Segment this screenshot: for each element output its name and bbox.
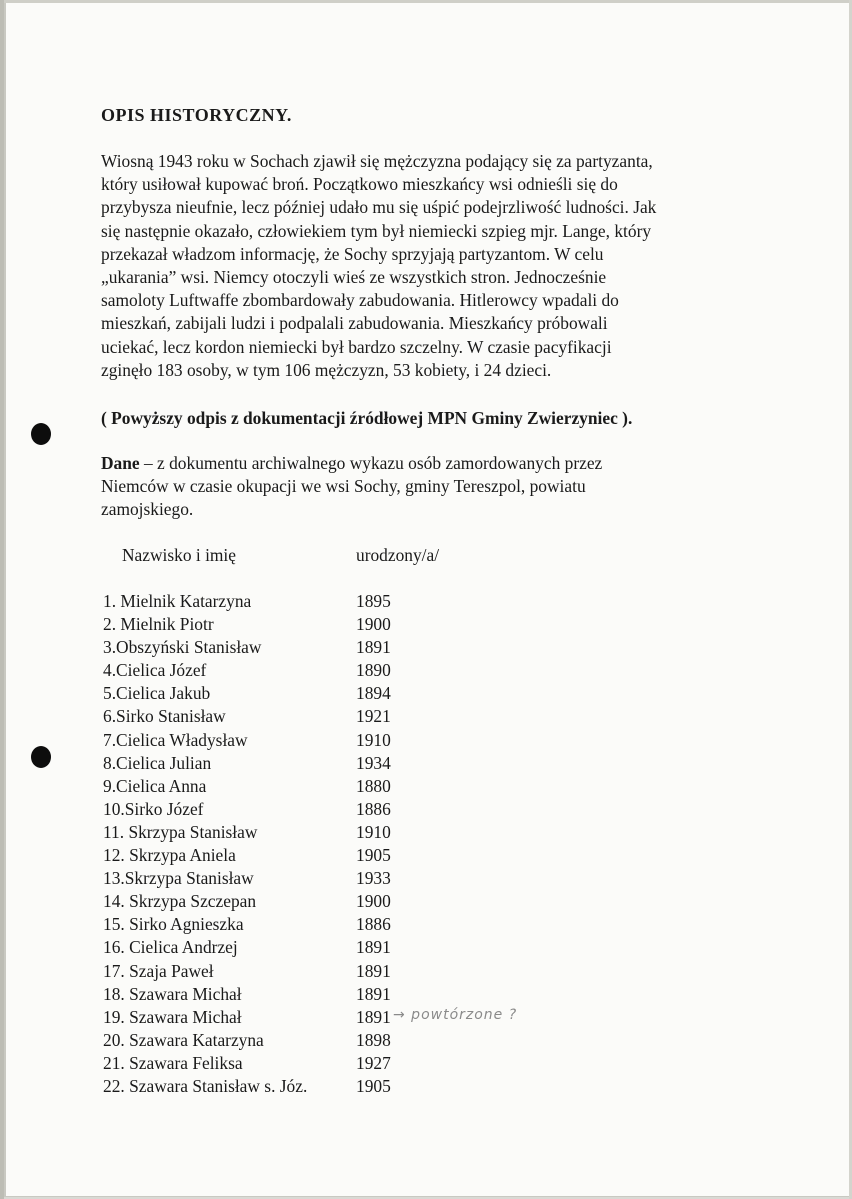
victim-birth-year: 1891 — [356, 960, 391, 981]
victim-name: 9.Cielica Anna — [103, 775, 207, 796]
victim-row — [103, 1006, 563, 1029]
victim-name: 15. Sirko Agnieszka — [103, 914, 244, 935]
victim-birth-year: 1910 — [356, 821, 391, 842]
victim-row — [103, 936, 563, 959]
victim-name: 17. Szaja Paweł — [103, 960, 214, 981]
victim-name: 18. Szawara Michał — [103, 983, 242, 1004]
victim-row — [103, 590, 563, 613]
victim-name: 2. Mielnik Piotr — [103, 614, 214, 635]
victim-birth-year: 1900 — [356, 614, 391, 635]
victim-row — [103, 1052, 563, 1075]
victim-row — [103, 983, 563, 1006]
data-label: Dane — [101, 453, 140, 473]
victim-row — [103, 960, 563, 983]
victim-row — [103, 1075, 563, 1098]
paragraph-line: mieszkań, zabijali ludzi i podpalali zabudowania. Mieszkańcy próbowali — [101, 313, 608, 334]
victim-row — [103, 867, 563, 890]
victim-row — [103, 613, 563, 636]
paragraph-line: zginęło 183 osoby, w tym 106 mężczyzn, 53 kobiety, i 24 dzieci. — [101, 359, 552, 380]
data-intro-line — [101, 452, 741, 475]
victim-birth-year: 1886 — [356, 798, 391, 819]
victim-row — [103, 890, 563, 913]
victim-name: 20. Szawara Katarzyna — [103, 1029, 264, 1050]
victim-name: 14. Skrzypa Szczepan — [103, 891, 257, 912]
victim-name: 21. Szawara Feliksa — [103, 1052, 243, 1073]
victim-row — [103, 752, 563, 775]
victim-row — [103, 775, 563, 798]
victim-birth-year: 1886 — [356, 914, 391, 935]
victim-birth-year: 1894 — [356, 683, 391, 704]
victim-row — [103, 798, 563, 821]
born-column-header: urodzony/a/ — [356, 545, 440, 565]
source-note: ( Powyższy odpis z dokumentacji źródłowej MPN Gminy Zwierzyniec ). — [101, 408, 633, 428]
punch-hole — [31, 423, 51, 445]
victim-name: 8.Cielica Julian — [103, 752, 212, 773]
victim-name: 3.Obszyński Stanisław — [103, 637, 262, 658]
victim-birth-year: 1905 — [356, 845, 391, 866]
paragraph-line: przekazał władzom informację, że Sochy sprzyjają partyzantom. W celu — [101, 243, 604, 264]
victim-birth-year: 1895 — [356, 591, 391, 611]
victim-row — [103, 1029, 563, 1052]
victim-birth-year: 1898 — [356, 1029, 391, 1050]
victim-name: 16. Cielica Andrzej — [103, 937, 238, 958]
victim-row — [103, 821, 563, 844]
paragraph-line: przybysza nieufnie, lecz później udało mu się uśpić podejrzliwość ludności. Jak — [101, 197, 657, 218]
name-column-header: Nazwisko i imię — [122, 545, 236, 565]
paragraph-line: samoloty Luftwaffe zbombardowały zabudowania. Hitlerowcy wpadali do — [101, 290, 619, 311]
victim-birth-year: 1890 — [356, 660, 391, 681]
victim-row — [103, 729, 563, 752]
paragraph-line: się następnie okazało, człowiekiem tym był niemiecki szpieg mjr. Lange, który — [101, 220, 652, 241]
data-intro-line: zamojskiego. — [101, 499, 194, 520]
punch-hole — [31, 746, 51, 768]
victim-row — [103, 636, 563, 659]
historical-description — [101, 150, 741, 382]
victim-name: 11. Skrzypa Stanisław — [103, 821, 258, 842]
victim-name: 13.Skrzypa Stanisław — [103, 868, 254, 889]
victim-name: 4.Cielica Józef — [103, 660, 207, 681]
victim-row — [103, 913, 563, 936]
paragraph-line: który usiłował kupować broń. Początkowo mieszkańcy wsi odnieśli się do — [101, 174, 618, 195]
victim-name: 19. Szawara Michał — [103, 1006, 242, 1027]
victim-name: 7.Cielica Władysław — [103, 729, 248, 750]
victim-row — [103, 705, 563, 728]
victim-row — [103, 844, 563, 867]
victims-list — [103, 590, 563, 1098]
victim-name: 12. Skrzypa Aniela — [103, 845, 236, 866]
paragraph-line: uciekać, lecz kordon niemiecki był bardzo szczelny. W czasie pacyfikacji — [101, 336, 612, 357]
victim-birth-year: 1891 — [356, 1006, 391, 1027]
victim-row — [103, 659, 563, 682]
victim-birth-year: 1910 — [356, 729, 391, 750]
scan-edge-left — [0, 0, 4, 1199]
paragraph-line: „ukarania” wsi. Niemcy otoczyli wieś ze wszystkich stron. Jednocześnie — [101, 267, 607, 288]
data-intro-line: Niemców w czasie okupacji we wsi Sochy, gminy Tereszpol, powiatu — [101, 476, 586, 497]
victim-birth-year: 1891 — [356, 937, 391, 958]
victim-birth-year: 1891 — [356, 983, 391, 1004]
data-intro — [101, 452, 741, 522]
handwritten-note: → powtórzone ? — [393, 1006, 518, 1023]
scan-edge-top — [0, 0, 852, 3]
victim-birth-year: 1934 — [356, 752, 391, 773]
data-intro-text: – z dokumentu archiwalnego wykazu osób zamordowanych przez — [139, 453, 603, 473]
victim-name: 10.Sirko Józef — [103, 798, 204, 819]
victim-birth-year: 1900 — [356, 891, 391, 912]
paragraph-line: Wiosną 1943 roku w Sochach zjawił się mężczyzna podający się za partyzanta, — [101, 151, 653, 171]
victim-name: 1. Mielnik Katarzyna — [103, 591, 252, 611]
victim-birth-year: 1921 — [356, 706, 391, 727]
victim-name: 6.Sirko Stanisław — [103, 706, 226, 727]
victim-birth-year: 1927 — [356, 1052, 391, 1073]
victim-name: 22. Szawara Stanisław s. Józ. — [103, 1075, 308, 1096]
victim-birth-year: 1905 — [356, 1075, 391, 1096]
document-title: OPIS HISTORYCZNY. — [101, 105, 292, 125]
victim-birth-year: 1891 — [356, 637, 391, 658]
victim-birth-year: 1933 — [356, 868, 391, 889]
victim-row — [103, 682, 563, 705]
victim-birth-year: 1880 — [356, 775, 391, 796]
victim-name: 5.Cielica Jakub — [103, 683, 211, 704]
